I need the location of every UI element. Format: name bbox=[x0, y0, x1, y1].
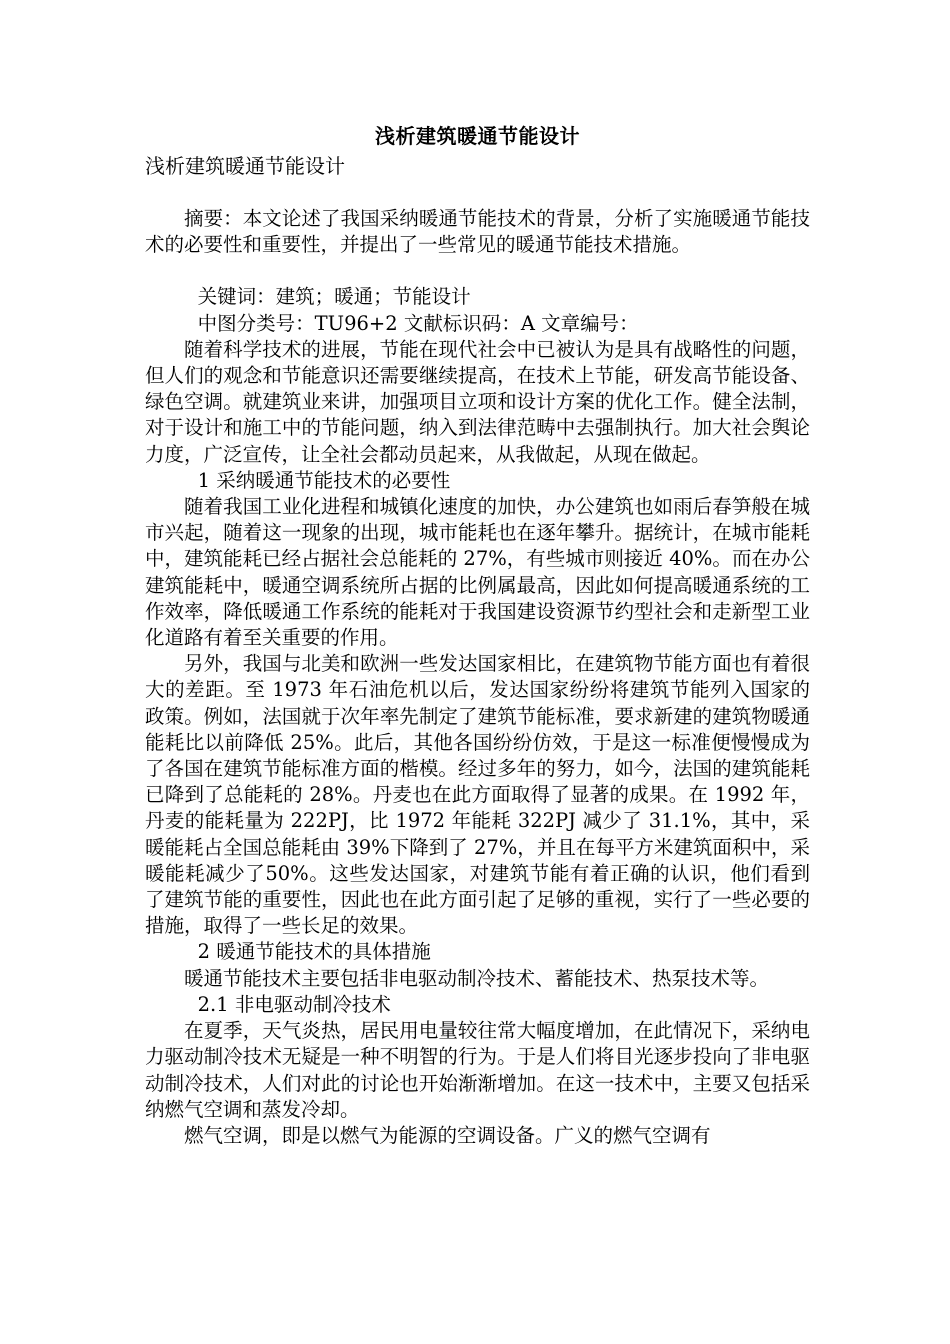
blank-line bbox=[145, 180, 810, 206]
section-2-heading: 2 暖通节能技术的具体措施 bbox=[197, 940, 431, 964]
keywords-line: 关键词：建筑；暖通；节能设计 bbox=[197, 285, 471, 309]
document-subtitle: 浅析建筑暖通节能设计 bbox=[145, 154, 345, 178]
section-2-1-paragraph-2: 燃气空调，即是以燃气为能源的空调设备。广义的燃气空调有 bbox=[184, 1123, 711, 1147]
document-page bbox=[145, 120, 810, 1149]
section-2-1-heading: 2.1 非电驱动制冷技术 bbox=[197, 992, 391, 1016]
document-title: 浅析建筑暖通节能设计 bbox=[375, 124, 580, 148]
blank-line bbox=[145, 258, 810, 284]
section-2-paragraph-1: 暖通节能技术主要包括非电驱动制冷技术、蓄能技术、热泵技术等。 bbox=[184, 966, 770, 990]
section-1-paragraph-1: 随着我国工业化进程和城镇化速度的加快，办公建筑也如雨后春笋般在城市兴起，随着这一现象的出现，城市能耗也在逐年攀升。据统计，在城市能耗中，建筑能耗已经占据社会总能耗的 27%，有些城市则接近 40%。而在办公建筑能耗中，暖通空调系统所占据的比例属最高，因此如何提高暖通系统的工作效率，降低暖通工作系统的能耗对于我国建设资源节约型社会和走新型工业化道路有着至关重要的作用。 bbox=[145, 495, 810, 650]
section-1-paragraph-2: 另外，我国与北美和欧洲一些发达国家相比，在建筑物节能方面也有着很大的差距。至 1973 年石油危机以后，发达国家纷纷将建筑节能列入国家的政策。例如，法国就于次年率先制定了建筑节能标准，要求新建的建筑物暖通能耗比以前降低 25%。此后，其他各国纷纷仿效，于是这一标准便慢慢成为了各国在建筑节能标准方面的楷模。经过多年的努力，如今，法国的建筑能耗已降到了总能耗的 28%。丹麦也在此方面取得了显著的成果。在 1992 年，丹麦的能耗量为 222PJ，比 1972 年能耗 322PJ 减少了 31.1%，其中，采暖能耗占全国总能耗由 39%下降到了 27%，并且在每平方米建筑面积中，采暖能耗减少了50%。这些发达国家，对建筑节能有着正确的认识，他们看到了建筑节能的重要性，因此也在此方面引起了足够的重视，实行了一些必要的措施，取得了一些长足的效果。 bbox=[145, 652, 810, 938]
section-1-heading: 1 采纳暖通节能技术的必要性 bbox=[197, 468, 451, 492]
section-2-1-paragraph-1: 在夏季，天气炎热，居民用电量较往常大幅度增加，在此情况下，采纳电力驱动制冷技术无疑是一种不明智的行为。于是人们将目光逐步投向了非电驱动制冷技术，人们对此的讨论也开始渐渐增加。在这一技术中，主要又包括采纳燃气空调和蒸发冷却。 bbox=[145, 1019, 810, 1121]
abstract-paragraph: 摘要：本文论述了我国采纳暖通节能技术的背景，分析了实施暖通节能技术的必要性和重要性，并提出了一些常见的暖通节能技术措施。 bbox=[145, 207, 810, 257]
intro-paragraph: 随着科学技术的进展，节能在现代社会中已被认为是具有战略性的问题，但人们的观念和节能意识还需要继续提高，在技术上节能，研发高节能设备、绿色空调。就建筑业来讲，加强项目立项和设计方案的优化工作。健全法制，对于设计和施工中的节能问题，纳入到法律范畴中去强制执行。加大社会舆论力度，广泛宣传，让全社会都动员起来，从我做起，从现在做起。 bbox=[145, 337, 810, 466]
classification-line: 中图分类号：TU96+2 文献标识码：A 文章编号： bbox=[197, 311, 639, 335]
